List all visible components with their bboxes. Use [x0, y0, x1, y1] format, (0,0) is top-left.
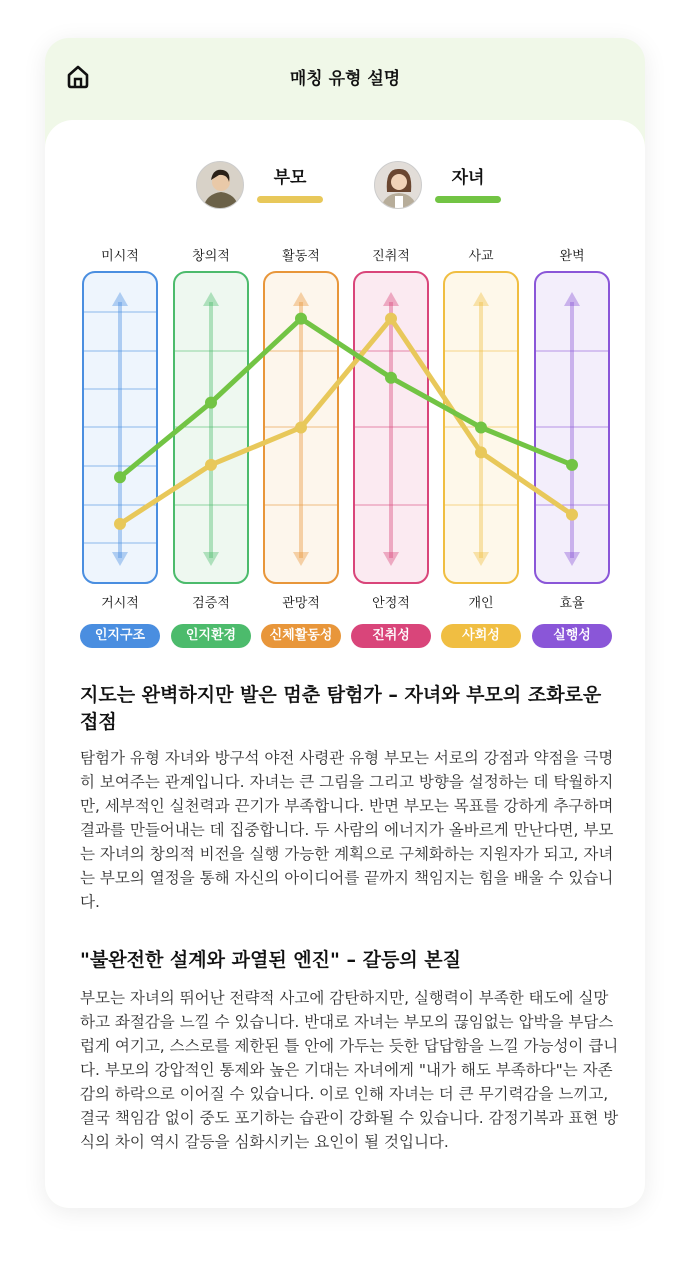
data-point [295, 422, 307, 434]
data-point [114, 518, 126, 530]
category-pill: 실행성 [532, 624, 612, 648]
top-label: 미시적 [101, 249, 139, 264]
data-point [205, 459, 217, 471]
top-label: 완벽 [559, 249, 585, 264]
section-body: 부모는 자녀의 뛰어난 전략적 사고에 감탄하지만, 실행력이 부족한 태도에 실망하고 좌절감을 느낄 수 있습니다. 반대로 자녀는 부모의 끊임없는 압박을 부담스럽게 여기고, 스스로를 제한된 틀 안에 가두는 듯한 답답함을 느낄 가능성이 큽니다. 부모의 강압적인 통제와 높은 기대는 자녀에게 "내가 해도 부족하다"는 자존감의 하락으로 이어질 수 있습니다. 이로 인해 자녀는 더 큰 무기력감을 느끼고, 결국 책임감 없이 중도 포기하는 습관이 강화될 수 있습니다. 감정기복과 표현 방식의 차이 역시 갈등을 심화시키는 요인이 될 것입니다. [80, 989, 619, 1151]
page-title: 매칭 유형 설명 [289, 69, 401, 89]
top-label: 창의적 [192, 249, 230, 264]
bottom-label: 효율 [559, 596, 585, 611]
bottom-label: 안정적 [372, 596, 410, 611]
data-point [295, 313, 307, 325]
section-body: 탐험가 유형 자녀와 방구석 야전 사령관 유형 부모는 서로의 강점과 약점을 극명히 보여주는 관계입니다. 자녀는 큰 그림을 그리고 방향을 설정하는 데 탁월하지만, 세부적인 실천력과 끈기가 부족합니다. 반면 부모는 목표를 강하게 추구하며 결과를 만들어내는 데 집중합니다. 두 사람의 에너지가 올바르게 만난다면, 부모는 자녀의 창의적 비전을 실행 가능한 계획으로 구체화하는 지원자가 되고, 자녀는 부모의 열정을 통해 자신의 아이디어를 끝까지 책임지는 힘을 배울 수 있습니다. [80, 749, 614, 911]
category-pill: 인지구조 [80, 624, 160, 648]
category-pill: 신체활동성 [261, 624, 341, 648]
category-pill: 진취성 [351, 624, 431, 648]
data-point [475, 446, 487, 458]
top-label: 진취적 [372, 249, 410, 264]
bottom-label: 관망적 [282, 596, 320, 611]
data-point [385, 313, 397, 325]
legend-label: 자녀 [451, 168, 485, 188]
bottom-label: 거시적 [101, 596, 139, 611]
data-point [475, 422, 487, 434]
category-pill: 사회성 [441, 624, 521, 648]
bottom-label: 개인 [468, 596, 494, 611]
data-point [114, 471, 126, 483]
section-title: "불완전한 설계와 과열된 엔진" – 갈등의 본질 [80, 949, 462, 971]
top-label: 사교 [468, 249, 494, 264]
legend-label: 부모 [273, 168, 307, 188]
top-label: 활동적 [282, 249, 320, 264]
data-point [205, 397, 217, 409]
data-point [566, 459, 578, 471]
data-point [385, 372, 397, 384]
category-pill: 인지환경 [171, 624, 251, 648]
bottom-label: 검증적 [192, 596, 230, 611]
section-title: 지도는 완벽하지만 발은 멈춘 탐험가 – 자녀와 부모의 조화로운 접점 [80, 684, 602, 733]
data-point [566, 509, 578, 521]
